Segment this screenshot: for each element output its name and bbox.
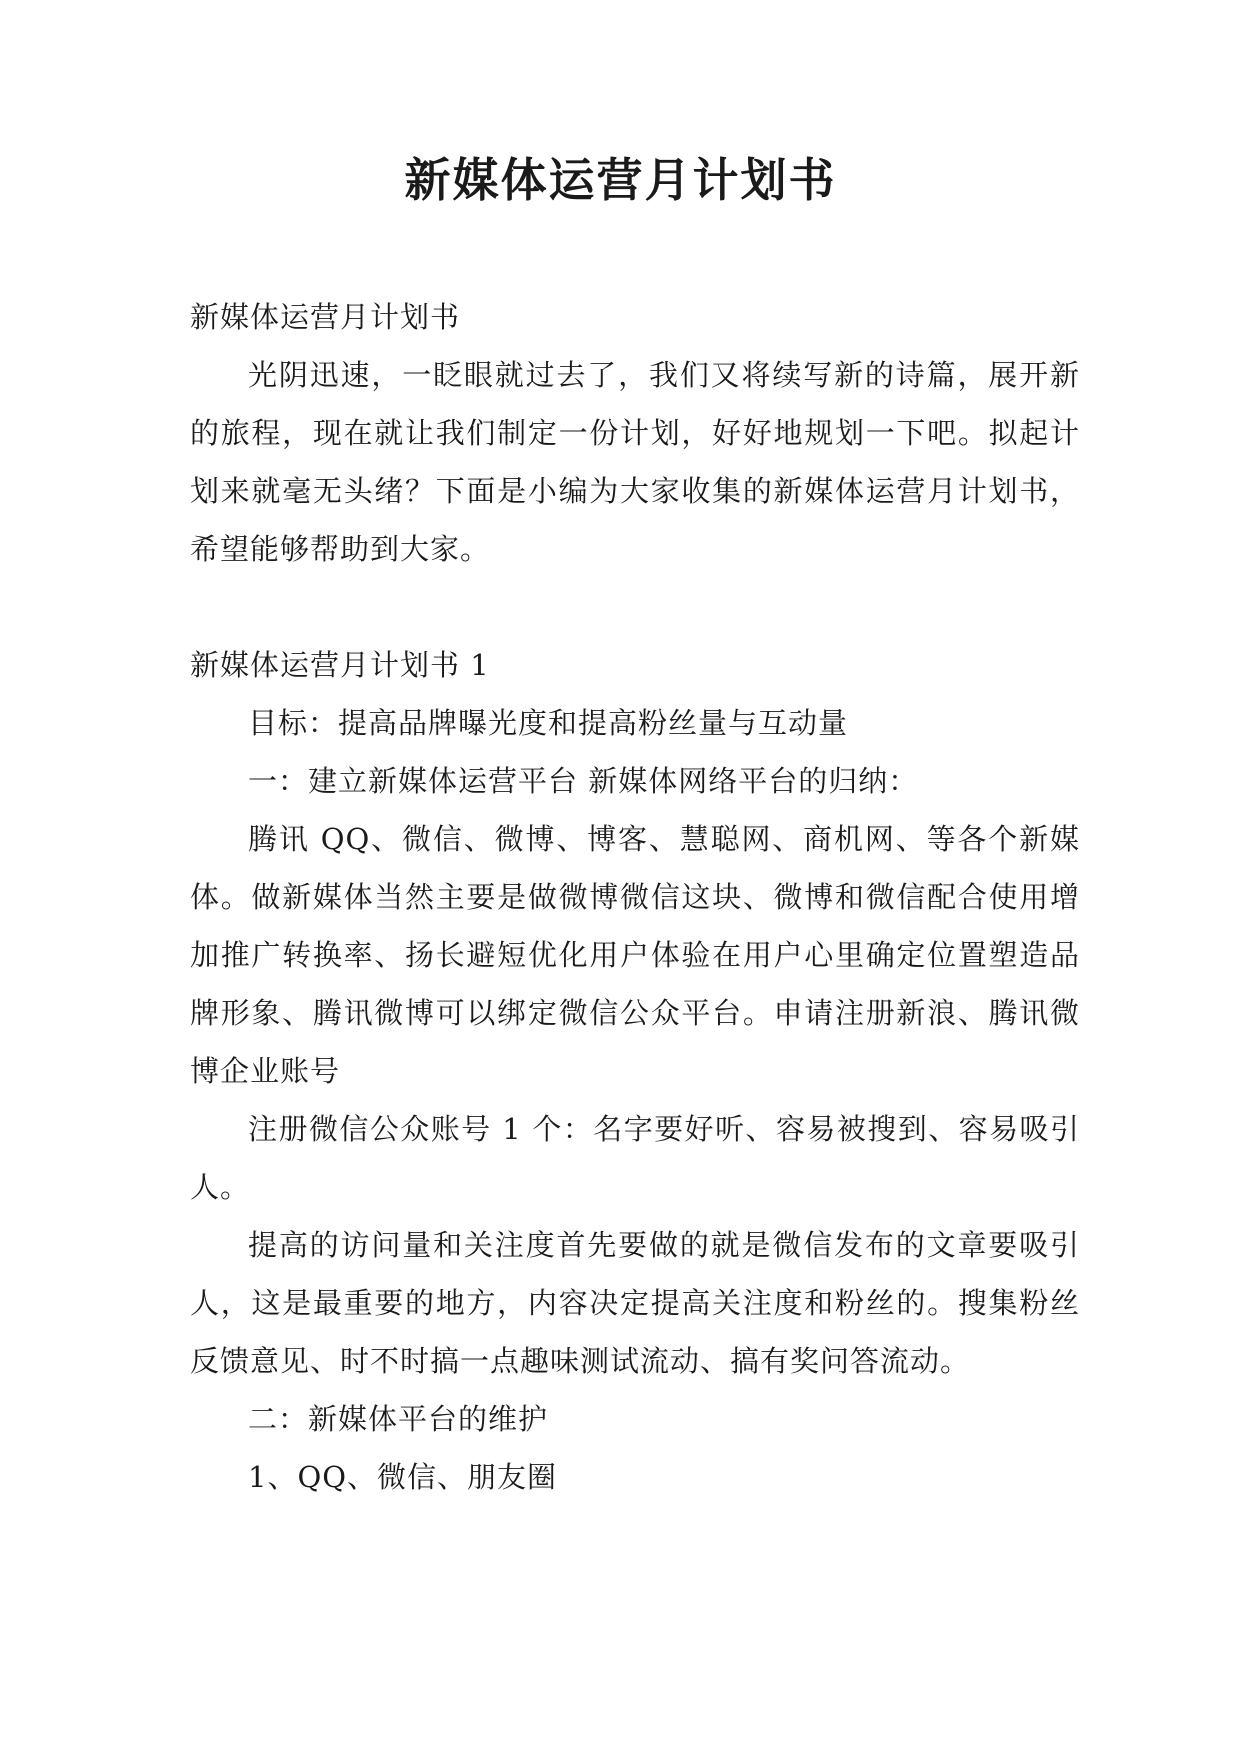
traffic-paragraph: 提高的访问量和关注度首先要做的就是微信发布的文章要吸引人，这是最重要的地方，内容决定提高关注度和粉丝的。搜集粉丝反馈意见、时不时搞一点趣味测试流动、搞有奖问答流动。 bbox=[190, 1228, 1080, 1378]
document-body bbox=[190, 288, 1080, 1506]
paragraph-spacer bbox=[190, 578, 1080, 636]
list-item-1: 1、QQ、微信、朋友圈 bbox=[248, 1460, 558, 1494]
platforms-paragraph: 腾讯 QQ、微信、微博、博客、慧聪网、商机网、等各个新媒体。做新媒体当然主要是做微博微信这块、微博和微信配合使用增加推广转换率、扬长避短优化用户体验在用户心里确定位置塑造品牌形象、腾讯微博可以绑定微信公众平台。申请注册新浪、腾讯微博企业账号 bbox=[190, 822, 1080, 1088]
document-title: 新媒体运营月计划书 bbox=[404, 153, 837, 207]
goal-paragraph: 目标：提高品牌曝光度和提高粉丝量与互动量 bbox=[248, 706, 849, 740]
step-two-heading: 二：新媒体平台的维护 bbox=[248, 1402, 549, 1436]
section-heading: 新媒体运营月计划书 1 bbox=[190, 648, 490, 682]
subtitle-paragraph: 新媒体运营月计划书 bbox=[190, 300, 461, 334]
intro-paragraph: 光阴迅速，一眨眼就过去了，我们又将续写新的诗篇，展开新的旅程，现在就让我们制定一份计划，好好地规划一下吧。拟起计划来就毫无头绪？下面是小编为大家收集的新媒体运营月计划书，希望能够帮助到大家。 bbox=[190, 358, 1080, 566]
wechat-account-paragraph: 注册微信公众账号 1 个：名字要好听、容易被搜到、容易吸引人。 bbox=[190, 1112, 1080, 1204]
step-one-heading: 一：建立新媒体运营平台 新媒体网络平台的归纳： bbox=[248, 764, 919, 798]
